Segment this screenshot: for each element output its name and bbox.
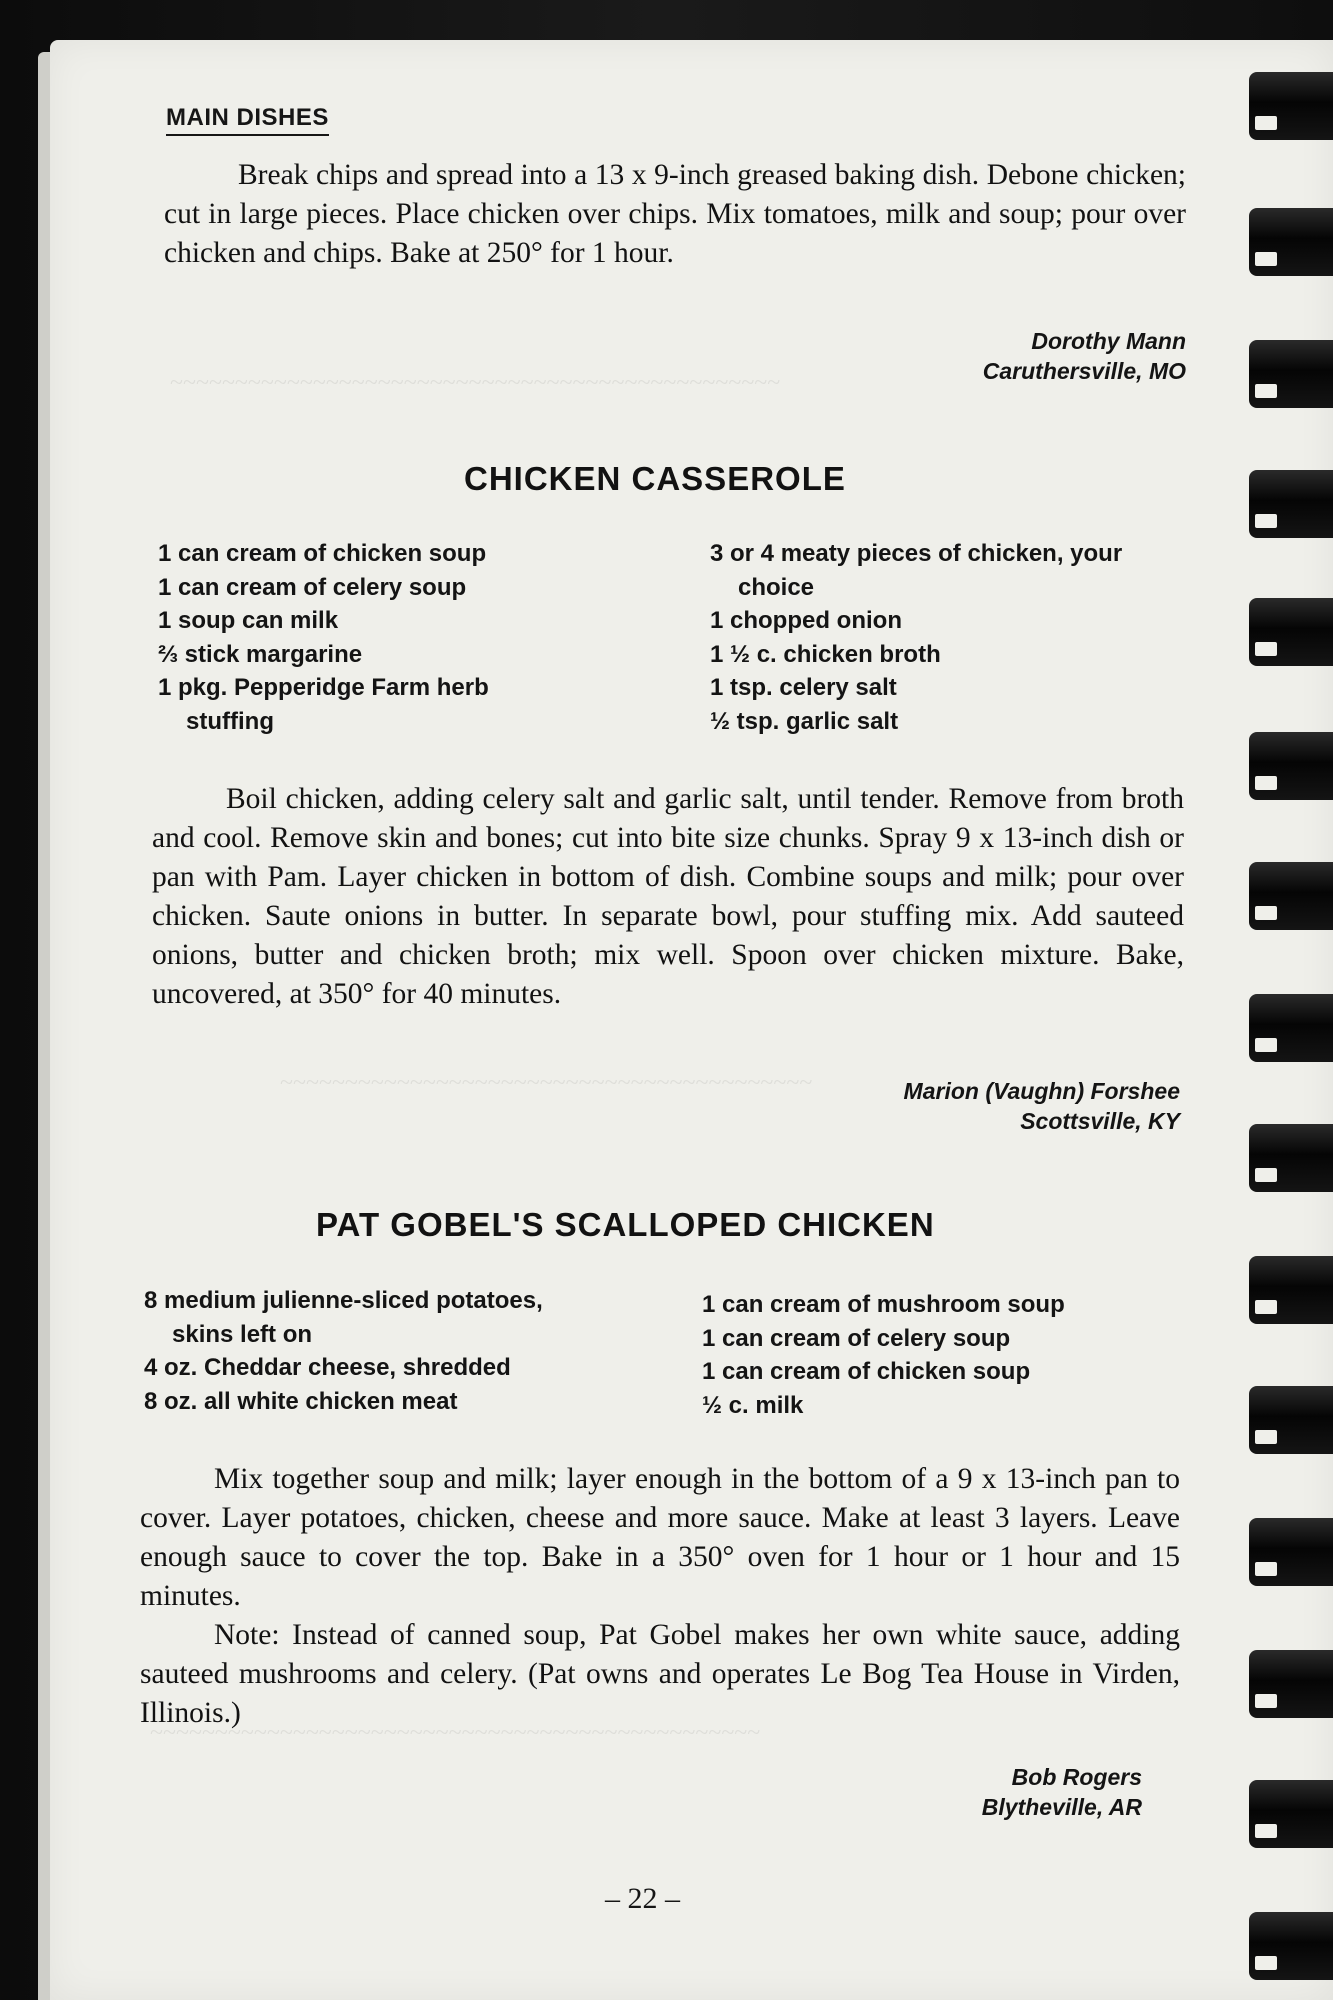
- page-number: – 22 –: [605, 1882, 680, 1915]
- ingredient: 1 can cream of celery soup: [158, 573, 467, 601]
- ingredient-continuation: stuffing: [186, 707, 274, 735]
- attribution-name: Bob Rogers: [1011, 1764, 1142, 1790]
- binding-ring: [1249, 862, 1333, 930]
- ingredient-continuation: choice: [738, 573, 815, 601]
- ingredient: ⅔ stick margarine: [158, 640, 363, 668]
- ingredients-right: [702, 1288, 1065, 1422]
- recipe-title: PAT GOBEL'S SCALLOPED CHICKEN: [316, 1206, 935, 1243]
- binding-ring: [1249, 1912, 1333, 1980]
- attribution-name: Dorothy Mann: [1031, 328, 1186, 354]
- ingredient-continuation: skins left on: [172, 1320, 313, 1348]
- binding-ring: [1249, 208, 1333, 276]
- binding-ring: [1249, 340, 1333, 408]
- attribution-place: Scottsville, KY: [1020, 1108, 1180, 1134]
- ingredient: 1 tsp. celery salt: [710, 674, 897, 701]
- binding-ring: [1249, 72, 1333, 140]
- binding-ring: [1249, 1650, 1333, 1718]
- recipe-attribution: [800, 1762, 1142, 1822]
- recipe-attribution: [760, 1076, 1180, 1136]
- binding-ring: [1249, 1386, 1333, 1454]
- directions-text: Mix together soup and milk; layer enough in the bottom of a 9 x 13-inch pan to cover. Layer potatoes, chicken, cheese and more sauce. Make at least 3 layers. Leave enough sauce to cover the top. Bake in a 350° oven for 1 hour or 1 hour and 15 minutes.: [140, 1463, 1180, 1612]
- ingredient: 1 can cream of chicken soup: [158, 540, 487, 567]
- ingredients-left: [144, 1284, 543, 1418]
- show-through-text: ~~~~~~~~~~~~~~~~~~~~~~~~~~~~~~~~~~~~~~~~~~~~~~~: [170, 370, 781, 396]
- ingredient: 1 ½ c. chicken broth: [710, 640, 941, 668]
- ingredient: ½ tsp. garlic salt: [710, 707, 899, 735]
- show-through-text: ~~~~~~~~~~~~~~~~~~~~~~~~~~~~~~~~~~~~~~~~~: [280, 1070, 813, 1096]
- ingredient: 1 can cream of celery soup: [702, 1324, 1011, 1352]
- intro-attribution: [800, 326, 1186, 386]
- section-heading: MAIN DISHES: [166, 104, 329, 136]
- binding-ring: [1249, 470, 1333, 538]
- binding-ring: [1249, 732, 1333, 800]
- ingredient: 1 can cream of chicken soup: [702, 1358, 1031, 1385]
- binding-ring: [1249, 1124, 1333, 1192]
- ingredient: 3 or 4 meaty pieces of chicken, your: [710, 540, 1123, 567]
- ingredients-right: [710, 537, 1122, 738]
- binding-ring: [1249, 1780, 1333, 1848]
- attribution-place: Blytheville, AR: [981, 1794, 1142, 1820]
- binding-ring: [1249, 1518, 1333, 1586]
- recipe-directions: [152, 780, 1184, 1014]
- attribution-name: Marion (Vaughn) Forshee: [903, 1078, 1180, 1104]
- recipe-title: CHICKEN CASSEROLE: [464, 460, 846, 497]
- recipe-directions: [140, 1460, 1180, 1616]
- directions-text: Boil chicken, adding celery salt and garlic salt, until tender. Remove from broth and cool. Remove skin and bones; cut into bite size chunks. Spray 9 x 13-inch dish or pan with Pam. Layer chicken in bottom of dish. Combine soups and milk; pour over chicken. Saute onions in butter. In separate bowl, pour stuffing mix. Add sauteed onions, butter and chicken broth; mix well. Spoon over chicken mixture. Bake, uncovered, at 350° for 40 minutes.: [152, 783, 1184, 1010]
- binding-ring: [1249, 994, 1333, 1062]
- note-text: Note: Instead of canned soup, Pat Gobel makes her own white sauce, adding sauteed mushrooms and celery. (Pat owns and operates Le Bog Tea House in Virden, Illinois.): [140, 1619, 1180, 1729]
- attribution-place: Caruthersville, MO: [982, 358, 1186, 384]
- spiral-binding: [1243, 0, 1333, 2000]
- intro-paragraph: [164, 156, 1186, 273]
- ingredient: 8 oz. all white chicken meat: [144, 1387, 458, 1415]
- ingredient: 8 medium julienne-sliced potatoes,: [144, 1287, 543, 1314]
- binding-ring: [1249, 1256, 1333, 1324]
- show-through-text: ~~~~~~~~~~~~~~~~~~~~~~~~~~~~~~~~~~~~~~~~~~~~~~~: [150, 1720, 761, 1746]
- recipe-note: [140, 1616, 1180, 1733]
- ingredient: 1 soup can milk: [158, 607, 339, 634]
- ingredient: ½ c. milk: [702, 1391, 804, 1419]
- intro-text: Break chips and spread into a 13 x 9-inch greased baking dish. Debone chicken; cut in large pieces. Place chicken over chips. Mix tomatoes, milk and soup; pour over chicken and chips. Bake at 250° for 1 hour.: [164, 159, 1186, 269]
- ingredient: 1 can cream of mushroom soup: [702, 1291, 1065, 1318]
- ingredients-left: [158, 537, 489, 738]
- ingredient: 1 chopped onion: [710, 607, 902, 634]
- ingredient: 4 oz. Cheddar cheese, shredded: [144, 1354, 511, 1381]
- binding-ring: [1249, 598, 1333, 666]
- ingredient: 1 pkg. Pepperidge Farm herb: [158, 674, 489, 701]
